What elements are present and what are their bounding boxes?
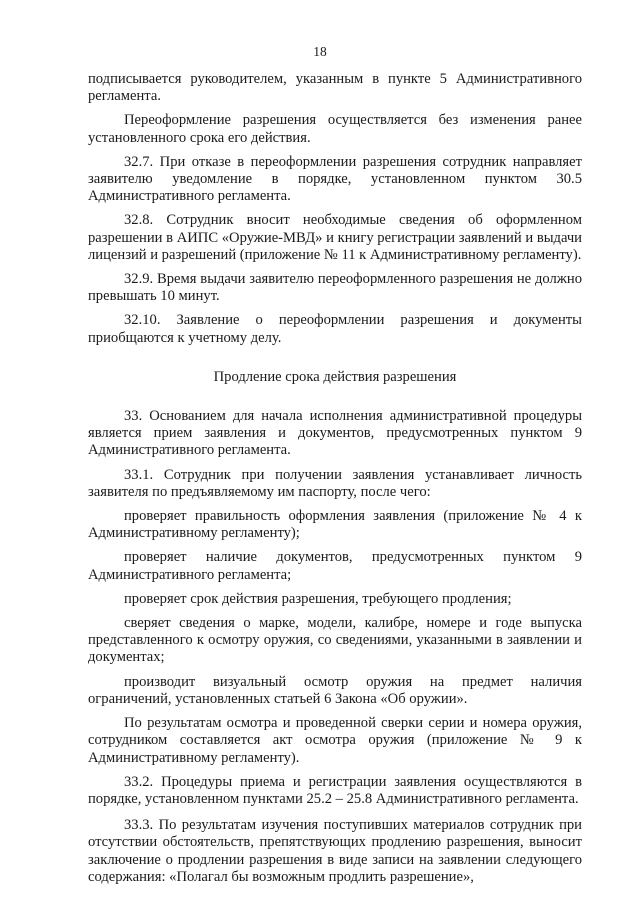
- paragraph: 33. Основанием для начала исполнения административной процедуры является прием заявления и документов, предусмотренных пунктом 9 Административного регламента.: [88, 408, 582, 459]
- paragraph: 33.3. По результатам изучения поступивших материалов сотрудник при отсутствии обстоятельств, препятствующих продлению разрешения, выносит заключение о продлении разрешения в виде записи на заявлении следующего содержания: «Полагал бы возможным продлить разрешение»,: [88, 817, 582, 885]
- paragraph: 32.9. Время выдачи заявителю переоформленного разрешения не должно превышать 10 минут.: [88, 271, 582, 305]
- paragraph: 32.7. При отказе в переоформлении разрешения сотрудник направляет заявителю уведомление в порядке, установленном пунктом 30.5 Административного регламента.: [88, 153, 582, 205]
- paragraph: 33.1. Сотрудник при получении заявления устанавливает личность заявителя по предъявляемому им паспорту, после чего:: [88, 466, 582, 500]
- paragraph: 32.8. Сотрудник вносит необходимые сведения об оформленном разрешении в АИПС «Оружие-МВД» и книгу регистрации заявлений и выдачи лицензий и разрешений (приложение № 11 к Административному регламенту).: [88, 212, 582, 263]
- paragraph: подписывается руководителем, указанным в пункте 5 Административного регламента.: [88, 71, 582, 105]
- paragraph: сверяет сведения о марке, модели, калибре, номере и годе выпуска представленного к осмотру оружия, со сведениями, указанными в заявлении и документах;: [88, 615, 582, 666]
- paragraph: Переоформление разрешения осуществляется без изменения ранее установленного срока его действия.: [88, 112, 582, 146]
- section-heading: Продление срока действия разрешения: [213, 368, 457, 385]
- paragraph: проверяет наличие документов, предусмотренных пунктом 9 Административного регламента;: [88, 549, 582, 583]
- paragraph: проверяет срок действия разрешения, требующего продления;: [124, 590, 512, 607]
- paragraph: производит визуальный осмотр оружия на предмет наличия ограничений, установленных статьей 6 Закона «Об оружии».: [88, 673, 582, 707]
- paragraph: проверяет правильность оформления заявления (приложение № 4 к Административному регламенту);: [88, 508, 582, 542]
- paragraph: По результатам осмотра и проведенной сверки серии и номера оружия, сотрудником составляется акт осмотра оружия (приложение № 9 к Административному регламенту).: [88, 715, 582, 766]
- page-number: 18: [313, 44, 327, 59]
- paragraph: 33.2. Процедуры приема и регистрации заявления осуществляются в порядке, установленном пунктами 25.2 – 25.8 Административного регламента.: [88, 773, 582, 807]
- document-body: [88, 71, 582, 886]
- paragraph: 32.10. Заявление о переоформлении разрешения и документы приобщаются к учетному делу.: [88, 312, 582, 346]
